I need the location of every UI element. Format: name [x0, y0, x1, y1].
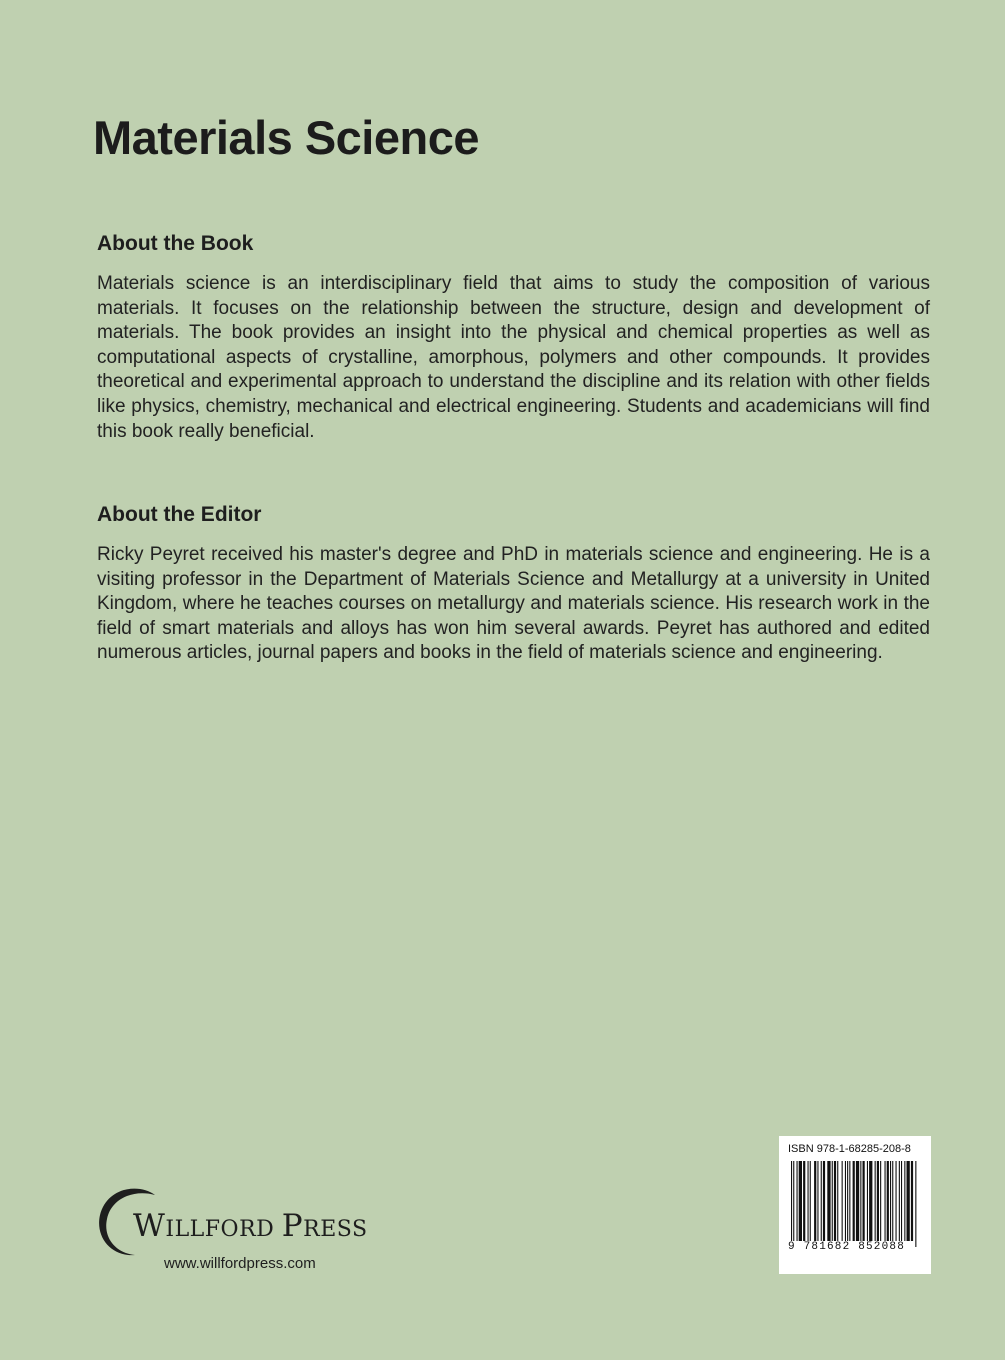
publisher-name-rest-press: RESS	[303, 1217, 368, 1242]
publisher-name-initial-w: W	[133, 1208, 166, 1244]
book-title: Materials Science	[93, 111, 479, 164]
barcode-bar	[860, 1161, 861, 1241]
barcode-bar	[832, 1161, 833, 1241]
barcode-bar	[823, 1161, 825, 1241]
barcode-bars	[789, 1161, 921, 1247]
barcode-bar	[793, 1161, 794, 1247]
barcode-bar	[915, 1161, 916, 1247]
barcode-bar	[817, 1161, 818, 1241]
barcode-bar	[885, 1161, 886, 1241]
barcode-bar	[911, 1161, 913, 1241]
publisher-name-rest-willford: ILLFORD	[165, 1217, 282, 1242]
barcode-bar	[887, 1161, 889, 1241]
barcode-bar	[896, 1161, 897, 1241]
barcode-bar	[904, 1161, 905, 1241]
barcode-bar	[837, 1161, 838, 1241]
isbn-label: ISBN 978-1-68285-208-8	[788, 1143, 911, 1155]
about-book-heading: About the Book	[97, 232, 254, 255]
barcode-bar	[814, 1161, 816, 1241]
barcode-bar	[869, 1161, 872, 1241]
publisher-logo-block	[95, 1183, 368, 1278]
about-editor-text: Ricky Peyret received his master's degree and PhD in materials science and engineering. He is a visiting professor in the Department of Materials Science and Metallurgy at a university in United Kingdom, where he teaches courses on metallurgy and materials science. His research work in the field of smart materials and alloys has won him several awards. Peyret has authored and edited numerous articles, journal papers and books in the field of materials science and engineering.	[97, 544, 930, 664]
barcode-bar	[803, 1161, 805, 1241]
barcode-bar	[853, 1161, 855, 1247]
barcode-digits: 9 781682 852088	[788, 1241, 906, 1253]
barcode-bar	[842, 1161, 843, 1241]
barcode-bar	[907, 1161, 910, 1241]
barcode-bar	[899, 1161, 900, 1241]
publisher-name	[133, 1208, 368, 1244]
barcode-bar	[856, 1161, 859, 1247]
barcode-bar	[791, 1161, 792, 1247]
barcode-bar	[877, 1161, 879, 1241]
barcode-bar	[890, 1161, 891, 1241]
barcode-bar	[849, 1161, 850, 1241]
about-book-text: Materials science is an interdisciplinary field that aims to study the composition of various materials. It focuses on the relationship between the structure, design and development of materials. The book provides an insight into the physical and chemical properties as well as computational aspects of crystalline, amorphous, polymers and other compounds. It provides theoretical and experimental approach to understand the discipline and its relation with other fields like physics, chemistry, mechanical and electrical engineering. Students and academicians will find this book really beneficial.	[97, 273, 930, 442]
barcode-bar	[863, 1161, 865, 1241]
publisher-name-initial-p: P	[281, 1208, 304, 1244]
barcode-bar	[808, 1161, 809, 1241]
barcode-bar	[847, 1161, 848, 1241]
barcode-bar	[892, 1161, 893, 1241]
publisher-website: www.willfordpress.com	[164, 1255, 316, 1272]
about-editor-heading: About the Editor	[97, 503, 262, 526]
barcode-bar	[880, 1161, 881, 1241]
barcode-bar	[827, 1161, 830, 1241]
barcode-bar	[875, 1161, 876, 1241]
barcode-bar	[797, 1161, 798, 1241]
barcode-bar	[834, 1161, 836, 1241]
barcode-bar	[845, 1161, 846, 1241]
barcode-bar	[867, 1161, 868, 1241]
barcode-bar	[799, 1161, 802, 1241]
barcode-bar	[901, 1161, 902, 1241]
barcode-bar	[821, 1161, 822, 1241]
barcode-bar	[810, 1161, 811, 1241]
isbn-barcode	[779, 1136, 931, 1274]
